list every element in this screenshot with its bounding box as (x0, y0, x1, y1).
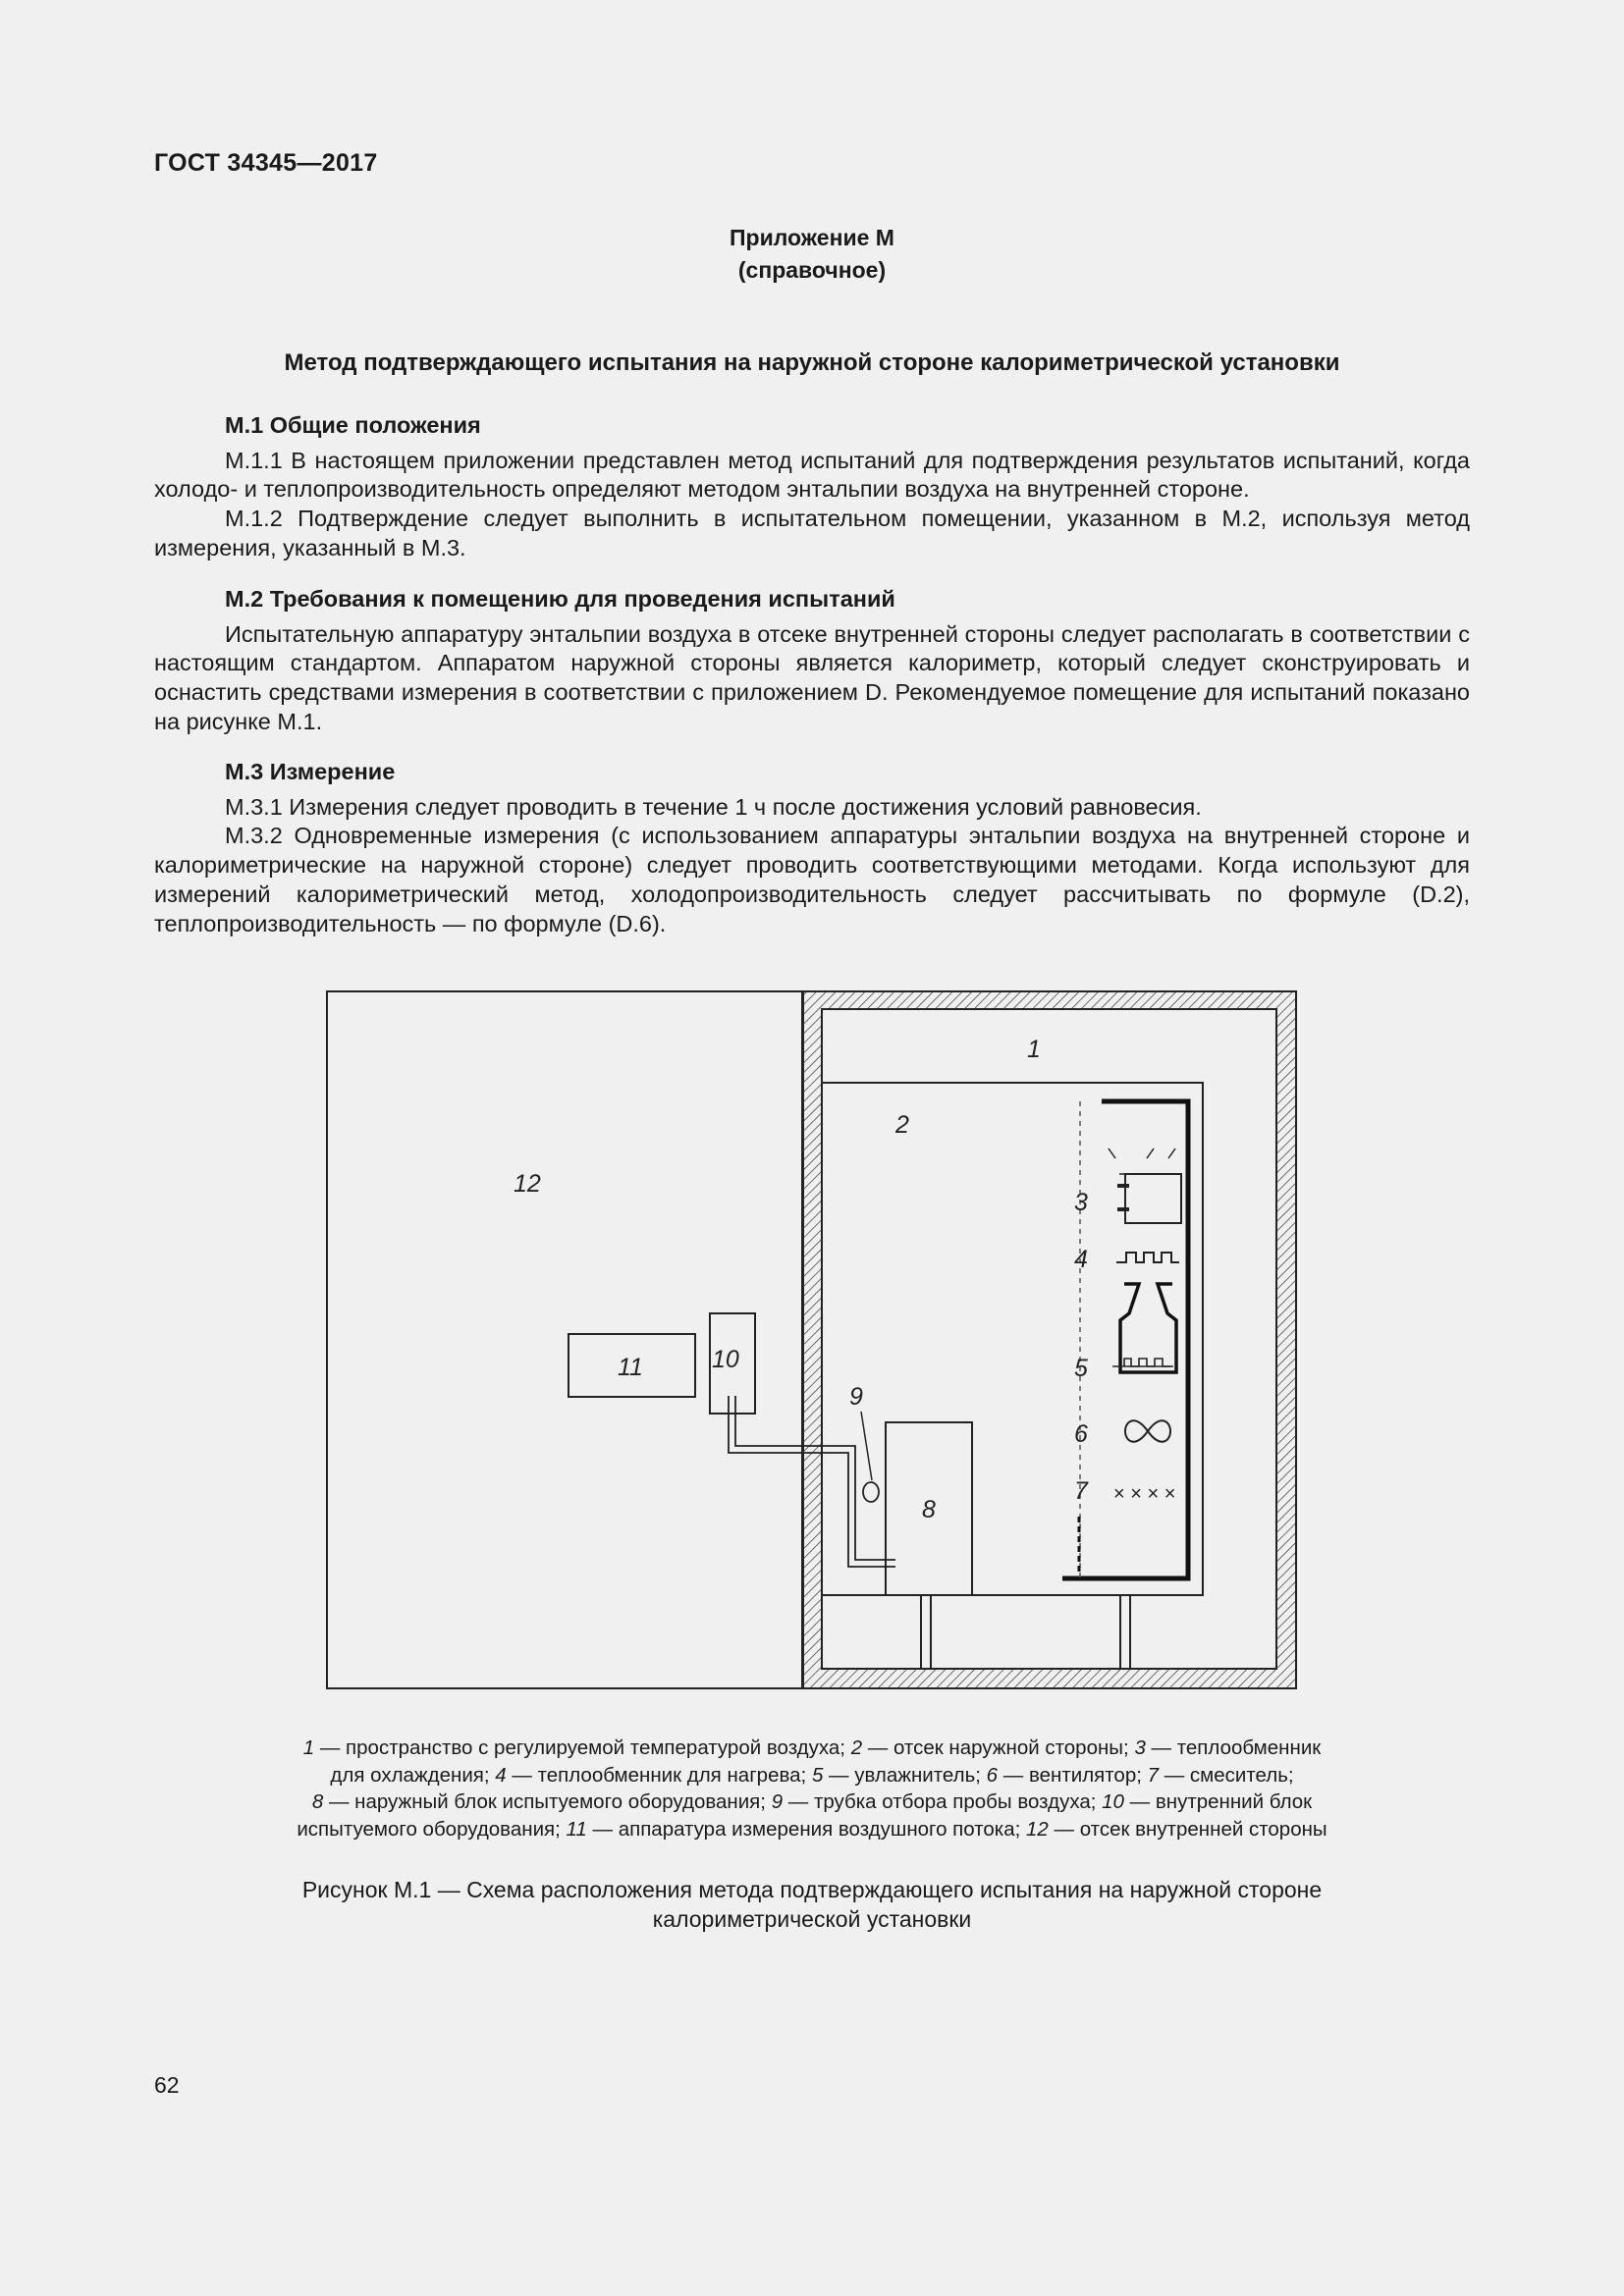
label-5: 5 (1074, 1355, 1088, 1382)
figure-legend (236, 1735, 1388, 1842)
calorimeter-hatched-wall (802, 991, 1296, 1688)
outdoor-compartment (822, 1083, 1203, 1595)
label-12: 12 (514, 1170, 541, 1198)
document-code: ГОСТ 34345—2017 (154, 149, 378, 177)
page-number: 62 (154, 2072, 180, 2098)
paragraph: Испытательную аппаратуру энтальпии воздуха в отсеке внутренней стороны следует располагать в соответствии с настоящим стандартом. Аппаратом наружной стороны является калориметр, который следует сконструировать и оснастить средствами измерения в соответствии с приложением D. Рекомендуемое помещение для испытаний показано на рисунке М.1. (154, 620, 1470, 734)
main-title: Метод подтверждающего испытания на наружной стороне калориметрической установки (284, 349, 1340, 376)
section-heading: М.1 Общие положения (225, 412, 481, 438)
label-11: 11 (618, 1354, 643, 1381)
paragraph: М.1.2 Подтверждение следует выполнить в испытательном помещении, указанном в М.2, используя метод измерения, указанный в М.3. (154, 506, 1470, 561)
label-3: 3 (1074, 1189, 1088, 1216)
sampling-tube-icon (863, 1482, 879, 1502)
label-1: 1 (1027, 1036, 1041, 1063)
indoor-compartment (327, 991, 803, 1688)
appendix-title: Приложение М (730, 225, 894, 250)
humidifier-icon (1112, 1284, 1176, 1372)
mixer-icon: × × × × (1113, 1483, 1176, 1505)
legend-line: испытуемого оборудования; 11 — аппаратура измерения воздушного потока; 12 — отсек внутренней стороны (297, 1817, 1327, 1841)
legend-line: 8 — наружный блок испытуемого оборудования; 9 — трубка отбора пробы воздуха; 10 — внутренний блок (311, 1790, 1313, 1813)
legend-line: для охлаждения; 4 — теплообменник для нагрева; 5 — увлажнитель; 6 — вентилятор; 7 — смеситель; (330, 1763, 1294, 1787)
legend-line: 1 — пространство с регулируемой температурой воздуха; 2 — отсек наружной стороны; 3 — теплообменник (302, 1736, 1322, 1759)
appendix-type: (справочное) (737, 257, 887, 283)
fan-icon (1125, 1420, 1170, 1441)
section-heading: М.3 Измерение (225, 759, 396, 784)
paragraph: М.3.1 Измерения следует проводить в течение 1 ч после достижения условий равновесия. (225, 793, 1202, 820)
paragraph: М.3.2 Одновременные измерения (с использованием аппаратуры энтальпии воздуха на внутренней стороне и калориметрические на наружной стороне) следует проводить соответствующими методами. Когда используют для измерений калориметрический метод, холодопроизводительность следует рассчитывать по формуле (D.2), теплопроизводительность — по формуле (D.6). (154, 823, 1470, 936)
label-6: 6 (1074, 1420, 1088, 1448)
figure-title: Рисунок М.1 — Схема расположения метода подтверждающего испытания на наружной стороне калориметрической установки (301, 1877, 1323, 1932)
air-duct (1062, 1101, 1188, 1578)
label-7: 7 (1074, 1477, 1088, 1505)
label-8: 8 (922, 1496, 936, 1523)
section-heading: М.2 Требования к помещению для проведения испытаний (225, 586, 895, 612)
label-10: 10 (712, 1346, 739, 1373)
paragraph: М.1.1 В настоящем приложении представлен метод испытаний для подтверждения результатов испытаний, когда холодо- и теплопроизводительность определяют методом энтальпии воздуха на внутренней стороне. (154, 447, 1470, 503)
heating-coil-icon (1116, 1253, 1179, 1262)
cooling-coil-icon (1109, 1148, 1181, 1223)
label-4: 4 (1074, 1246, 1088, 1273)
label-2: 2 (895, 1111, 909, 1139)
label-9: 9 (849, 1383, 863, 1411)
